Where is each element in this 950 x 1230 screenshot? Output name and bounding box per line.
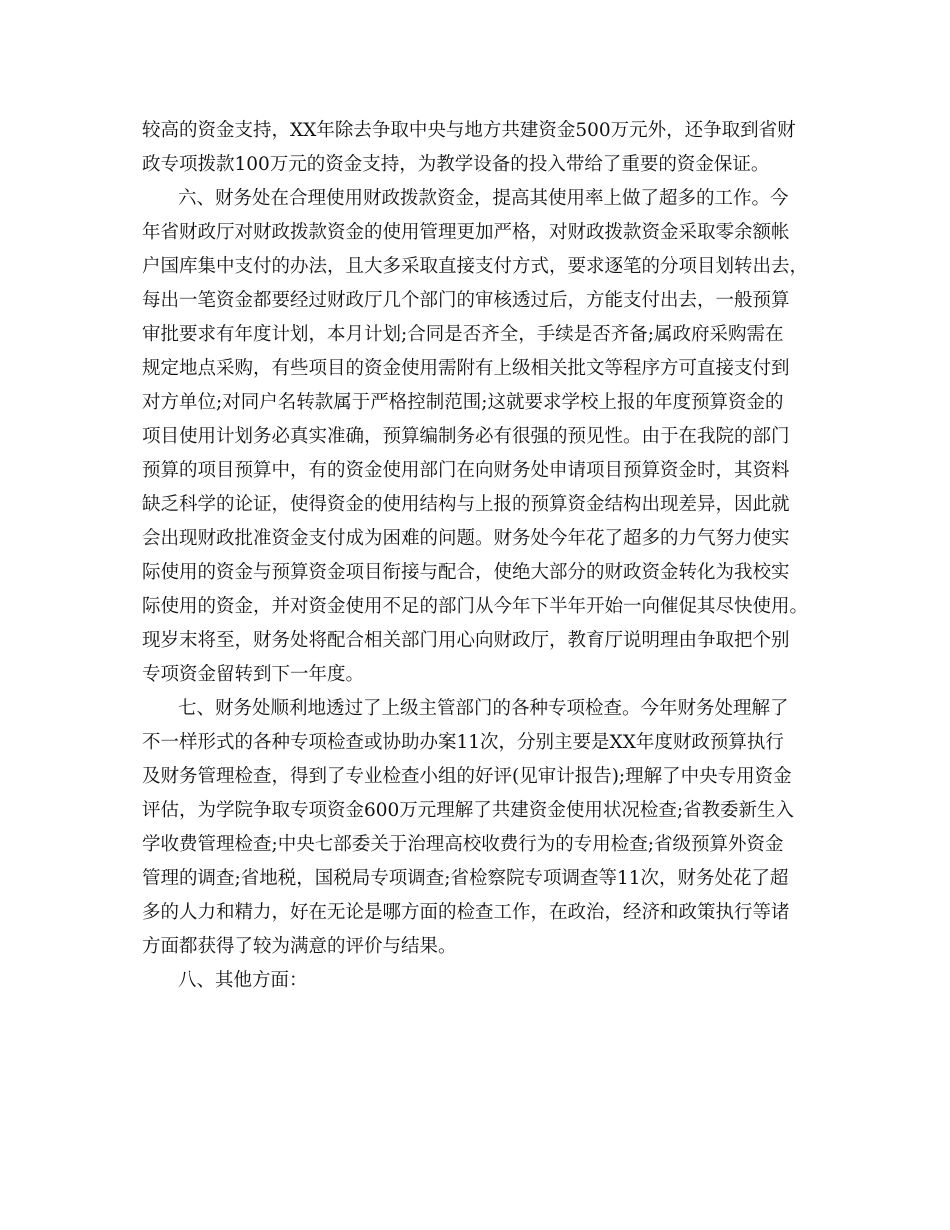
text-line: 专项资金留转到下一年度。 [142, 664, 365, 685]
text-line: 政专项拨款100万元的资金支持，为教学设备的投入带给了重要的资金保证。 [142, 154, 770, 175]
text-line: 多的人力和精力，好在无论是哪方面的检查工作，在政治，经济和政策执行等诸 [142, 902, 790, 923]
text-line: 现岁末将至，财务处将配合相关部门用心向财政厅，教育厅说明理由争取把个别 [142, 630, 790, 651]
text-line: 规定地点采购，有些项目的资金使用需附有上级相关批文等程序方可直接支付到 [142, 358, 790, 379]
text-line: 对方单位;对同户名转款属于严格控制范围;这就要求学校上报的年度预算资金的 [142, 392, 784, 413]
paragraph-six [142, 182, 814, 692]
paragraph-eight [142, 964, 814, 998]
text-line: 方面都获得了较为满意的评价与结果。 [142, 936, 457, 957]
text-line: 八、其他方面： [178, 970, 308, 991]
text-line: 户国库集中支付的办法，且大多采取直接支付方式，要求逐笔的分项目划转出去， [142, 256, 809, 277]
text-line: 会出现财政批准资金支付成为困难的问题。财务处今年花了超多的力气努力使实 [142, 528, 790, 549]
text-line: 七、财务处顺利地透过了上级主管部门的各种专项检查。今年财务处理解了 [178, 698, 789, 719]
text-line: 管理的调查;省地税，国税局专项调查;省检察院专项调查等11次，财务处花了超 [142, 868, 789, 889]
text-line: 审批要求有年度计划，本月计划;合同是否齐全，手续是否齐备;属政府采购需在 [142, 324, 784, 345]
text-line: 不一样形式的各种专项检查或协助办案11次，分别主要是XX年度财政预算执行 [142, 732, 784, 753]
text-line: 缺乏科学的论证，使得资金的使用结构与上报的预算资金结构出现差异，因此就 [142, 494, 790, 515]
text-line: 学收费管理检查;中央七部委关于治理高校收费行为的专用检查;省级预算外资金 [142, 834, 784, 855]
text-line: 评估，为学院争取专项资金600万元理解了共建资金使用状况检查;省教委新生入 [142, 800, 795, 821]
text-line: 六、财务处在合理使用财政拨款资金，提高其使用率上做了超多的工作。今 [178, 188, 789, 209]
text-line: 较高的资金支持，XX年除去争取中央与地方共建资金500万元外，还争取到省财 [142, 120, 796, 141]
text-line: 际使用的资金与预算资金项目衔接与配合，使绝大部分的财政资金转化为我校实 [142, 562, 790, 583]
text-line: 项目使用计划务必真实准确，预算编制务必有很强的预见性。由于在我院的部门 [142, 426, 790, 447]
text-line: 际使用的资金，并对资金使用不足的部门从今年下半年开始一向催促其尽快使用。 [142, 596, 809, 617]
paragraph-intro [142, 114, 814, 182]
document-body [142, 114, 814, 998]
paragraph-seven [142, 692, 814, 964]
text-line: 每出一笔资金都要经过财政厅几个部门的审核透过后，方能支付出去，一般预算 [142, 290, 790, 311]
text-line: 预算的项目预算中，有的资金使用部门在向财务处申请项目预算资金时，其资料 [142, 460, 790, 481]
text-line: 及财务管理检查，得到了专业检查小组的好评(见审计报告);理解了中央专用资金 [142, 766, 792, 787]
text-line: 年省财政厅对财政拨款资金的使用管理更加严格，对财政拨款资金采取零余额帐 [142, 222, 790, 243]
